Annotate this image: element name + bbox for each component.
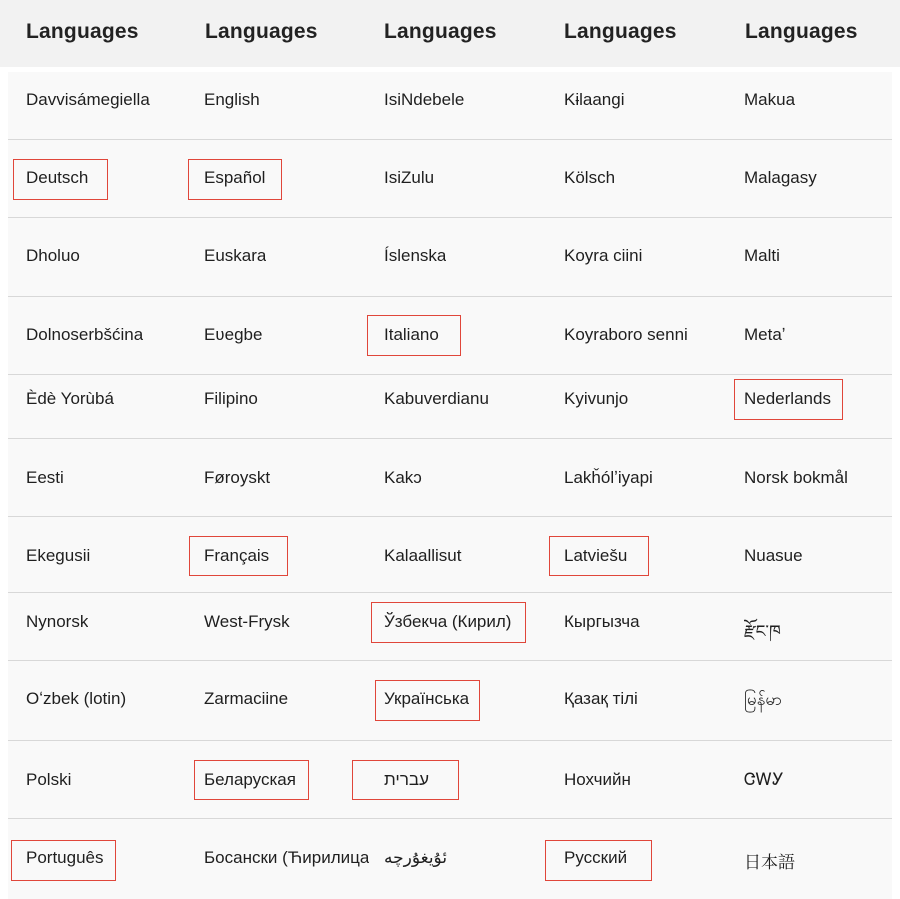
language-option[interactable]: Lakȟólʼiyapi [564, 468, 653, 487]
language-option[interactable]: Беларуская [204, 770, 296, 789]
language-option[interactable]: Norsk bokmål [744, 468, 848, 487]
row-divider [8, 296, 892, 297]
language-option[interactable]: Nuasue [744, 546, 803, 565]
language-option[interactable]: Kabuverdianu [384, 389, 489, 408]
language-option[interactable]: Malti [744, 246, 780, 265]
language-option[interactable]: Deutsch [26, 168, 89, 187]
row-divider [8, 592, 892, 593]
row-divider [8, 740, 892, 741]
language-option[interactable]: עברית [384, 770, 429, 789]
row-divider [8, 217, 892, 218]
language-option[interactable]: Dolnoserbšćina [26, 325, 144, 344]
language-option[interactable]: Қазақ тілі [564, 689, 638, 708]
language-option[interactable]: Кыргызча [564, 612, 640, 631]
language-option[interactable]: Kakɔ [384, 468, 422, 487]
language-option[interactable]: Metaʼ [744, 325, 786, 344]
row-divider [8, 516, 892, 517]
language-option[interactable]: Ekegusii [26, 546, 91, 565]
language-option[interactable]: Босански (Ћирилица [204, 848, 370, 867]
column-header: Languages [564, 20, 677, 43]
language-option[interactable]: Èdè Yorùbá [26, 389, 114, 408]
language-option[interactable]: Euskara [204, 246, 267, 265]
language-option[interactable]: Nynorsk [26, 612, 89, 631]
language-option[interactable]: မြန်မာ [744, 690, 783, 709]
row-divider [8, 374, 892, 375]
language-option[interactable]: Français [204, 546, 270, 565]
language-option[interactable]: Polski [26, 770, 72, 789]
column-header: Languages [745, 20, 858, 43]
language-option[interactable]: IsiZulu [384, 168, 435, 187]
language-option[interactable]: Davvisámegiella [26, 90, 150, 109]
language-option[interactable]: Dholuo [26, 246, 80, 265]
language-option[interactable]: Makua [744, 90, 796, 109]
language-option[interactable]: Eesti [26, 468, 64, 487]
language-option[interactable]: Koyra ciini [564, 246, 643, 265]
language-option[interactable]: IsiNdebele [384, 90, 465, 109]
language-option[interactable]: Português [26, 848, 104, 867]
language-option[interactable]: Нохчийн [564, 770, 631, 789]
language-option[interactable]: ئۇيغۇرچە [384, 848, 448, 867]
language-option[interactable]: Kyivunjo [564, 389, 629, 408]
column-header: Languages [26, 20, 139, 43]
language-option[interactable]: Русский [564, 848, 628, 867]
table-header [0, 0, 900, 67]
language-option[interactable]: Malagasy [744, 168, 817, 187]
row-divider [8, 818, 892, 819]
language-option[interactable]: Koyraboro senni [564, 325, 688, 344]
language-option[interactable]: རྫོང་ཁ [744, 622, 781, 641]
language-option[interactable]: Latviešu [564, 546, 628, 565]
row-divider [8, 139, 892, 140]
language-option[interactable]: ᏣᎳᎩ [744, 770, 784, 789]
language-option[interactable]: Íslenska [384, 246, 447, 265]
language-option[interactable]: Kɨlaangi [564, 90, 625, 109]
language-option[interactable]: Oʻzbek (lotin) [26, 689, 127, 708]
column-header: Languages [205, 20, 318, 43]
language-grid [8, 72, 892, 899]
language-option[interactable]: Eʋegbe [204, 325, 263, 344]
language-option[interactable]: Italiano [384, 325, 439, 344]
row-divider [8, 660, 892, 661]
language-option[interactable]: English [204, 90, 260, 109]
language-option[interactable]: West-Frysk [204, 612, 290, 631]
language-option[interactable]: Filipino [204, 389, 258, 408]
language-option[interactable]: Føroyskt [204, 468, 271, 487]
language-option[interactable]: Kölsch [564, 168, 616, 187]
language-option[interactable]: Kalaallisut [384, 546, 462, 565]
language-option[interactable]: Українська [384, 689, 470, 708]
language-option[interactable]: Zarmaciine [204, 689, 289, 708]
language-option[interactable]: Español [204, 168, 266, 187]
language-option[interactable]: 日本語 [744, 853, 795, 872]
column-header: Languages [384, 20, 497, 43]
language-option[interactable]: Ўзбекча (Кирил) [384, 612, 512, 631]
language-option[interactable]: Nederlands [744, 389, 831, 408]
row-divider [8, 438, 892, 439]
